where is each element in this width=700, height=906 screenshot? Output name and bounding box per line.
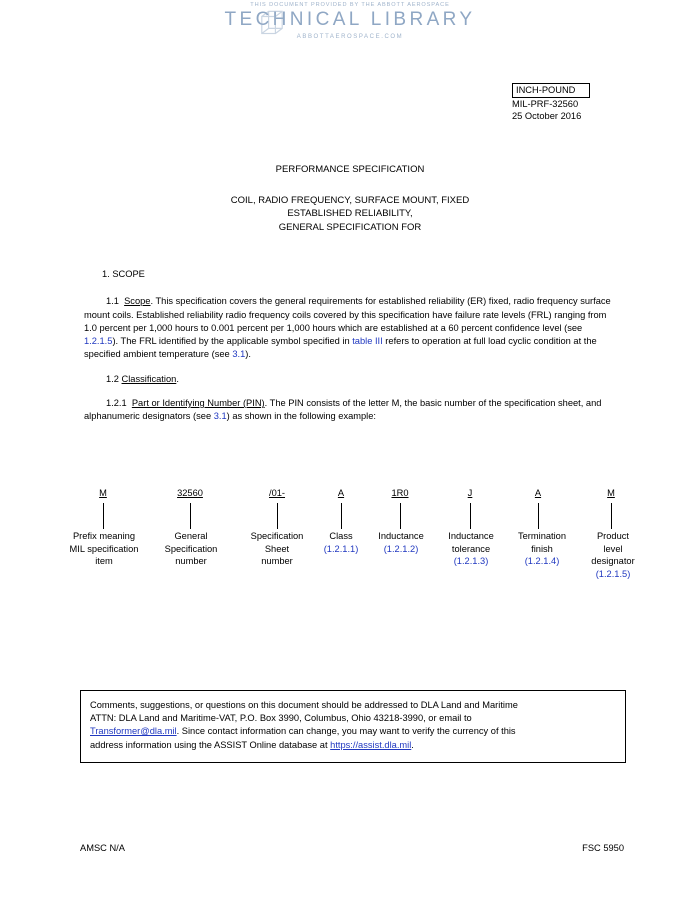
leader-line-2 [277, 503, 278, 529]
classification-label: Classification [121, 373, 177, 384]
pin-code-5: J [467, 488, 473, 498]
pin-label-2-line-1: Sheet [264, 543, 290, 554]
comments-line-4-end: . [411, 739, 414, 750]
abbott-aerospace-logo-icon [255, 8, 289, 42]
watermark-subtitle: ABBOTTAEROSPACE.COM [296, 34, 404, 40]
watermark [0, 2, 700, 40]
pin-label: Part or Identifying Number (PIN) [131, 398, 265, 409]
pin-code-3: A [337, 488, 345, 498]
document-body [84, 268, 618, 435]
watermark-top-line: THIS DOCUMENT PROVIDED BY THE ABBOTT AEROSPACE [250, 2, 450, 8]
leader-line-3 [341, 503, 342, 529]
scope-label: Scope [124, 296, 151, 307]
document-title-line-2: ESTABLISHED RELIABILITY, [287, 208, 413, 219]
pin-text-b: ) as shown in the following example: [226, 411, 377, 422]
link-3-1-scope[interactable]: 3.1 [232, 349, 246, 360]
pin-paragraph [84, 397, 618, 424]
link-1-2-1-5[interactable]: 1.2.1.5 [84, 336, 113, 347]
leader-line-6 [538, 503, 539, 529]
pin-code-2: /01- [268, 488, 286, 498]
pin-label-1-line-2: number [175, 556, 207, 567]
comments-box [80, 690, 626, 763]
title-block [0, 163, 700, 234]
leader-line-7 [611, 503, 612, 529]
classification-number: 1.2 [106, 373, 119, 384]
watermark-title: TECHNICAL LIBRARY [224, 9, 476, 30]
footer-amsc: AMSC N/A [80, 843, 125, 853]
scope-text-b: ). The FRL identified by the applicable symbol specified in [112, 336, 353, 347]
email-link[interactable]: Transformer@dla.mil [90, 726, 177, 737]
pin-label-7-line-2: designator [591, 556, 635, 567]
pin-label-6-line-1: finish [531, 543, 553, 554]
pin-label-5-line-1: tolerance [451, 543, 491, 554]
inch-pound-badge: INCH-POUND [512, 83, 590, 98]
leader-line-5 [470, 503, 471, 529]
classification-paragraph [84, 373, 618, 386]
pin-text-a: . The PIN consists of the letter M, the basic number of the specification sheet, and alphanumeric designators (see [84, 398, 602, 422]
pin-label-0-line-1: MIL specification [69, 543, 139, 554]
pin-label-7-ref[interactable]: (1.2.1.5) [595, 568, 631, 579]
pin-example-labels [45, 530, 665, 610]
spec-number: MIL-PRF-32560 [512, 99, 579, 109]
scope-paragraph [84, 295, 618, 361]
scope-text-c: refers to operation at full load cyclic condition at the specified ambient temperature (see [84, 336, 597, 360]
assist-url-link[interactable]: https://assist.dla.mil [330, 739, 412, 750]
scope-text-d: ). [245, 349, 251, 360]
performance-specification-title: PERFORMANCE SPECIFICATION [275, 164, 425, 175]
footer-fsc: FSC 5950 [582, 843, 624, 853]
comments-line-2: ATTN: DLA Land and Maritime-VAT, P.O. Box 3990, Columbus, Ohio 43218-3990, or email to [90, 713, 472, 724]
link-3-1-pin[interactable]: 3.1 [213, 411, 227, 422]
pin-label-3-line-0: Class [329, 531, 353, 541]
pin-label-6-ref[interactable]: (1.2.1.4) [524, 556, 560, 567]
comments-line-3 [90, 725, 616, 738]
document-title-line-3: GENERAL SPECIFICATION FOR [278, 221, 422, 233]
pin-label-4-ref[interactable]: (1.2.1.2) [383, 543, 419, 554]
pin-label-5-line-0: Inductance [448, 531, 494, 541]
pin-code-6: A [534, 488, 542, 498]
pin-label-6-line-0: Termination [517, 531, 567, 541]
pin-label-5-ref[interactable]: (1.2.1.3) [453, 556, 489, 567]
document-title-line-1: COIL, RADIO FREQUENCY, SURFACE MOUNT, FIXED [230, 194, 470, 206]
pin-code-1: 32560 [177, 488, 203, 498]
comments-line-4-start: address information using the ASSIST Online database at [90, 739, 331, 750]
pin-label-0-line-0: Prefix meaning [72, 531, 135, 541]
scope-heading: 1. SCOPE [102, 269, 145, 279]
leader-line-4 [400, 503, 401, 529]
pin-label-4-line-0: Inductance [378, 531, 424, 541]
pin-label-2-line-0: Specification [250, 531, 304, 541]
comments-line-4 [90, 739, 616, 752]
comments-line-3-text: . Since contact information can change, you may want to verify the currency of this [176, 726, 516, 737]
pin-label-2-line-2: number [261, 556, 293, 567]
classification-period: . [176, 373, 179, 384]
pin-label-7-line-1: level [603, 543, 623, 554]
spec-date: 25 October 2016 [512, 111, 582, 121]
scope-text-a: . This specification covers the general requirements for established reliability (ER) fixed, radio frequency surface mount coils. Established reliability radio frequency coils covered by this specification have failure rate levels (FRL) ranging from 1.0 percent per 1,000 hours to 0.001 percent per 1,000 hours which are established at a 60 percent confidence level (see [84, 296, 611, 333]
pin-label-7-line-0: Product [596, 531, 630, 541]
pin-code-7: M [607, 488, 615, 498]
document-header [512, 83, 632, 122]
link-table-iii[interactable]: table III [352, 336, 383, 347]
pin-code-0: M [99, 488, 107, 498]
leader-line-0 [103, 503, 104, 529]
pin-label-1-line-0: General [174, 531, 208, 541]
leader-line-1 [190, 503, 191, 529]
pin-label-0-line-2: item [95, 556, 113, 567]
comments-line-1: Comments, suggestions, or questions on this document should be addressed to DLA Land and Maritime [90, 700, 518, 710]
pin-code-4: 1R0 [391, 488, 409, 498]
pin-label-1-line-1: Specification [164, 543, 218, 554]
scope-number: 1.1 [106, 296, 119, 307]
pin-number: 1.2.1 [106, 398, 127, 409]
pin-label-3-ref[interactable]: (1.2.1.1) [323, 543, 359, 554]
